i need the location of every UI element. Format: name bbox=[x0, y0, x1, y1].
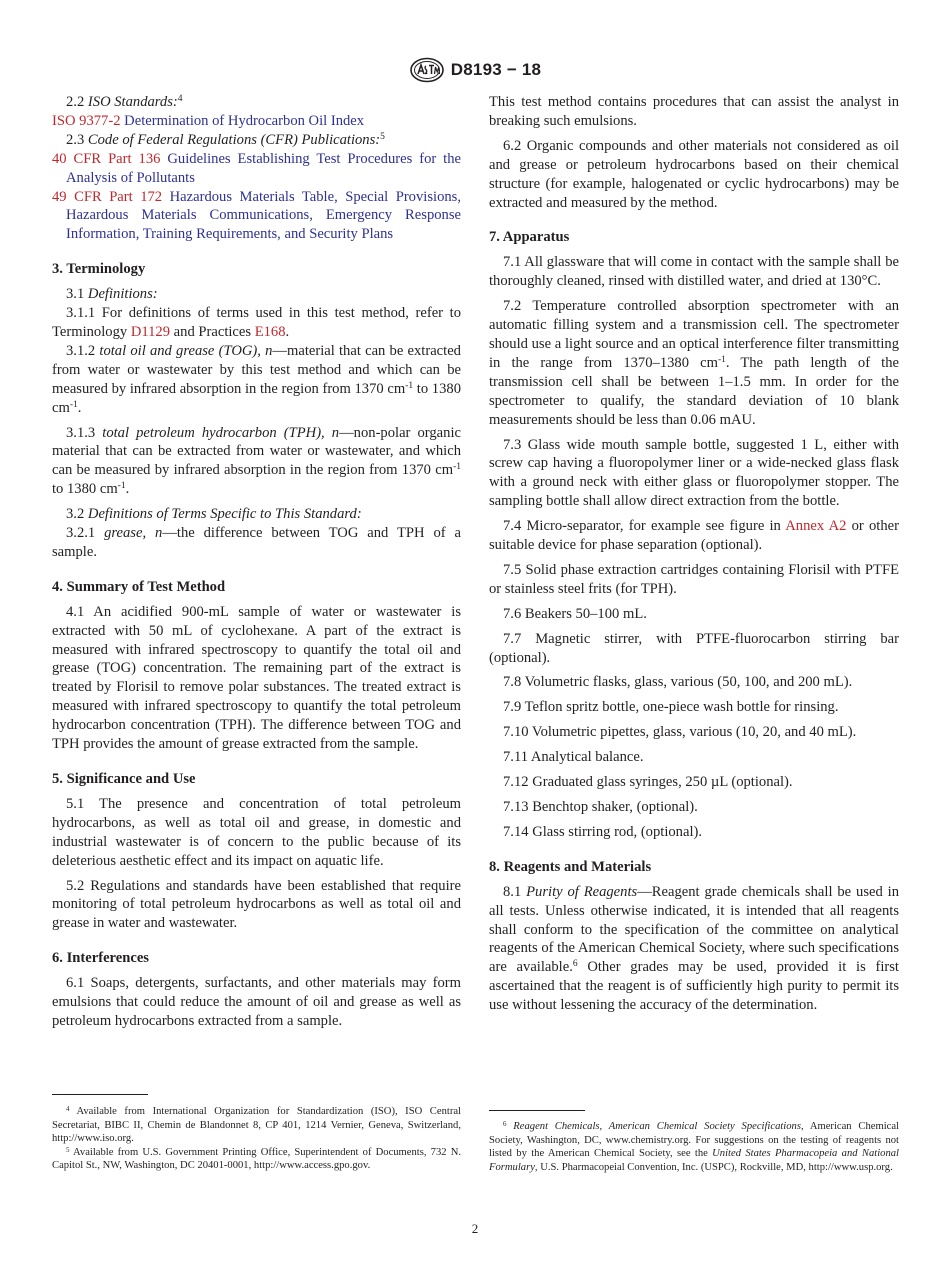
left-column bbox=[52, 93, 461, 1037]
section-6-2: 6.2 Organic compounds and other materials not considered as oil and grease or petroleum hydrocarbons based on their chemical structure (for example, halogenated or cyclic hydrocarbons) may be extracted and measured by the method. bbox=[489, 137, 899, 211]
section-7-14: 7.14 Glass stirring rod, (optional). bbox=[503, 823, 703, 840]
section-7-4: 7.4 Micro-separator, for example see figure in Annex A2 or other suitable device for phase separation (optional). bbox=[489, 518, 899, 554]
page-header bbox=[0, 55, 950, 85]
footnote-4: $^4$ Available from International Organization for Standardization (ISO), ISO Central Secretariat, BIBC II, Chemin de Blandonnet 8, CP 401, 1214 Vernier, Geneva, Switzerland, http://www.iso.org. bbox=[52, 1105, 461, 1145]
section-7-5: 7.5 Solid phase extraction cartridges containing Florisil with PTFE or stainless steel frits (for TPH). bbox=[489, 561, 899, 597]
section-3-heading: 3. Terminology bbox=[52, 261, 146, 278]
section-3-1-2: 3.1.2 total oil and grease (TOG), n—material that can be extracted from water or wastewater by this test method and which can be measured by infrared absorption in the region from 1370 $cm^{-1}$ to 1380 $cm^{-1}$. bbox=[52, 342, 461, 416]
right-column bbox=[489, 93, 899, 1021]
section-7-9: 7.9 Teflon spritz bottle, one-piece wash bottle for rinsing. bbox=[503, 699, 839, 716]
section-7-10: 7.10 Volumetric pipettes, glass, various (10, 20, and 40 mL). bbox=[503, 724, 857, 741]
link-40-cfr-136[interactable]: 40 CFR Part 136 bbox=[52, 150, 161, 167]
section-3-1: 3.1 Definitions: bbox=[66, 286, 158, 303]
reference-40-cfr-136 bbox=[52, 150, 461, 188]
section-4-1: 4.1 An acidified 900-mL sample of water or wastewater is extracted with 50 mL of cyclohexane. A part of the extract is measured with infrared spectroscopy to quantify the total oil and grease (TOG) concentration. The remaining part of the extract is treated by Florisil to remove polar substances. The treated extract is measured with infrared spectroscopy to quantify the total petroleum hydrocarbon concentration (TPH). The difference between TOG and TPH provides the amount of grease extracted from the sample. bbox=[52, 603, 461, 753]
section-7-6: 7.6 Beakers 50–100 mL. bbox=[503, 605, 647, 622]
section-6-1-continued: This test method contains procedures that can assist the analyst in breaking such emulsions. bbox=[489, 94, 899, 129]
footnote-divider-right bbox=[489, 1110, 585, 1111]
link-iso-9377-2-title[interactable]: Determination of Hydrocarbon Oil Index bbox=[124, 112, 365, 129]
section-7-3: 7.3 Glass wide mouth sample bottle, suggested 1 L, either with screw cap having a fluoropolymer liner or a wide-necked glass flask with a ground neck with either glass or fluoropolymer stopper. The sampling bottle shall allow direct extraction from the bottle. bbox=[489, 436, 899, 510]
reference-49-cfr-172 bbox=[52, 188, 461, 245]
section-6-heading: 6. Interferences bbox=[52, 950, 149, 967]
link-49-cfr-172[interactable]: 49 CFR Part 172 bbox=[52, 188, 163, 205]
link-d1129[interactable]: D1129 bbox=[130, 323, 171, 340]
section-8-1: 8.1 Purity of Reagents—Reagent grade chemicals shall be used in all tests. Unless otherwise indicated, it is intended that all reagents shall conform to the specification of the committee on analytical reagents of the American Chemical Society, where such specifications are available.$^6$ Other grades may be used, provided it is first ascertained that the reagent is of sufficiently high purity to permit its use without lessening the accuracy of the determination. bbox=[489, 883, 899, 1014]
section-2-3: 2.3 Code of Federal Regulations (CFR) Publications:$^5$ bbox=[66, 131, 385, 148]
section-3-1-3: 3.1.3 total petroleum hydrocarbon (TPH), n—non-polar organic material that can be extracted from water or wastewater, and which can be measured by infrared absorption in the region from 1370 $cm^{-1}$ to 1380 $cm^{-1}$. bbox=[52, 424, 461, 498]
section-5-2: 5.2 Regulations and standards have been established that require monitoring of total petroleum hydrocarbons as well as total oil and grease in water and wastewater. bbox=[52, 877, 461, 932]
section-7-1: 7.1 All glassware that will come in contact with the sample shall be thoroughly cleaned, rinsed with distilled water, and dried at 130°C. bbox=[489, 254, 899, 290]
section-7-11: 7.11 Analytical balance. bbox=[503, 749, 644, 766]
page-number: 2 bbox=[471, 1221, 479, 1236]
section-7-7: 7.7 Magnetic stirrer, with PTFE-fluorocarbon stirring bar (optional). bbox=[489, 630, 899, 666]
link-40-cfr-136-title[interactable]: Guidelines Establishing Test Procedures for the Analysis of Pollutants bbox=[66, 150, 462, 186]
link-49-cfr-172-title[interactable]: Hazardous Materials Table, Special Provisions, Hazardous Materials Communications, Emergency Response Information, Training Requirements, and Security Plans bbox=[66, 188, 461, 243]
section-7-8: 7.8 Volumetric flasks, glass, various (50, 100, and 200 mL). bbox=[503, 674, 853, 691]
section-7-12: 7.12 Graduated glass syringes, 250 µL (optional). bbox=[503, 774, 793, 791]
section-5-heading: 5. Significance and Use bbox=[52, 771, 196, 787]
section-5-1: 5.1 The presence and concentration of total petroleum hydrocarbons, as well as total oil and grease, in domestic and industrial wastewater is of concern to the public because of its deleterious aesthetic effect and its impact on aquatic life. bbox=[52, 795, 461, 869]
document-designation: D8193 − 18 bbox=[450, 60, 542, 79]
section-3-2-1: 3.2.1 grease, n—the difference between TOG and TPH of a sample. bbox=[52, 525, 461, 560]
link-annex-a2[interactable]: Annex A2 bbox=[785, 518, 847, 535]
footnotes-left bbox=[52, 1105, 461, 1173]
astm-logo-icon bbox=[409, 57, 445, 83]
section-3-2: 3.2 Definitions of Terms Specific to This Standard: bbox=[66, 506, 362, 523]
footnote-divider-left bbox=[52, 1094, 148, 1095]
footnote-6: $^6$ Reagent Chemicals, American Chemical Society Specifications, American Chemical Society, Washington, DC, www.chemistry.org. For suggestions on the testing of reagents not listed by the American Chemical Society, see the United States Pharmacopeia and National Formulary, U.S. Pharmacopeial Convention, Inc. (USPC), Rockville, MD, http://www.usp.org. bbox=[489, 1120, 899, 1173]
link-e168[interactable]: E168 bbox=[254, 323, 286, 340]
reference-iso-9377-2 bbox=[52, 112, 461, 131]
section-8-heading: 8. Reagents and Materials bbox=[489, 858, 652, 875]
section-3-1-1: 3.1.1 For definitions of terms used in this test method, refer to Terminology D1129 and Practices E168. bbox=[52, 305, 461, 340]
section-2-2: 2.2 ISO Standards:$^4$ bbox=[66, 94, 183, 110]
section-7-heading: 7. Apparatus bbox=[489, 229, 570, 246]
section-7-2: 7.2 Temperature controlled absorption spectrometer with an automatic filling system and a transmission cell. The spectrometer should use a light source and an optical interference filter transmitting in the range from 1370–1380 $cm^{-1}$. The path length of the transmission cell shall be between 1–1.5 mm. In order for the spectrometer to qualify, the standard deviation of 10 blank measurements should be less than 0.06 mAU. bbox=[489, 298, 899, 428]
section-7-13: 7.13 Benchtop shaker, (optional). bbox=[503, 799, 698, 815]
link-iso-9377-2[interactable]: ISO 9377-2 bbox=[52, 112, 121, 129]
footnote-5: $^5$ Available from U.S. Government Printing Office, Superintendent of Documents, 732 N. Capitol St., NW, Washington, DC 20401-0001, http://www.access.gpo.gov. bbox=[52, 1145, 461, 1172]
footnotes-right bbox=[489, 1120, 899, 1174]
section-4-heading: 4. Summary of Test Method bbox=[52, 578, 226, 595]
section-6-1: 6.1 Soaps, detergents, surfactants, and other materials may form emulsions that could reduce the amount of oil and grease as well as petroleum hydrocarbons extracted from a sample. bbox=[52, 975, 461, 1029]
